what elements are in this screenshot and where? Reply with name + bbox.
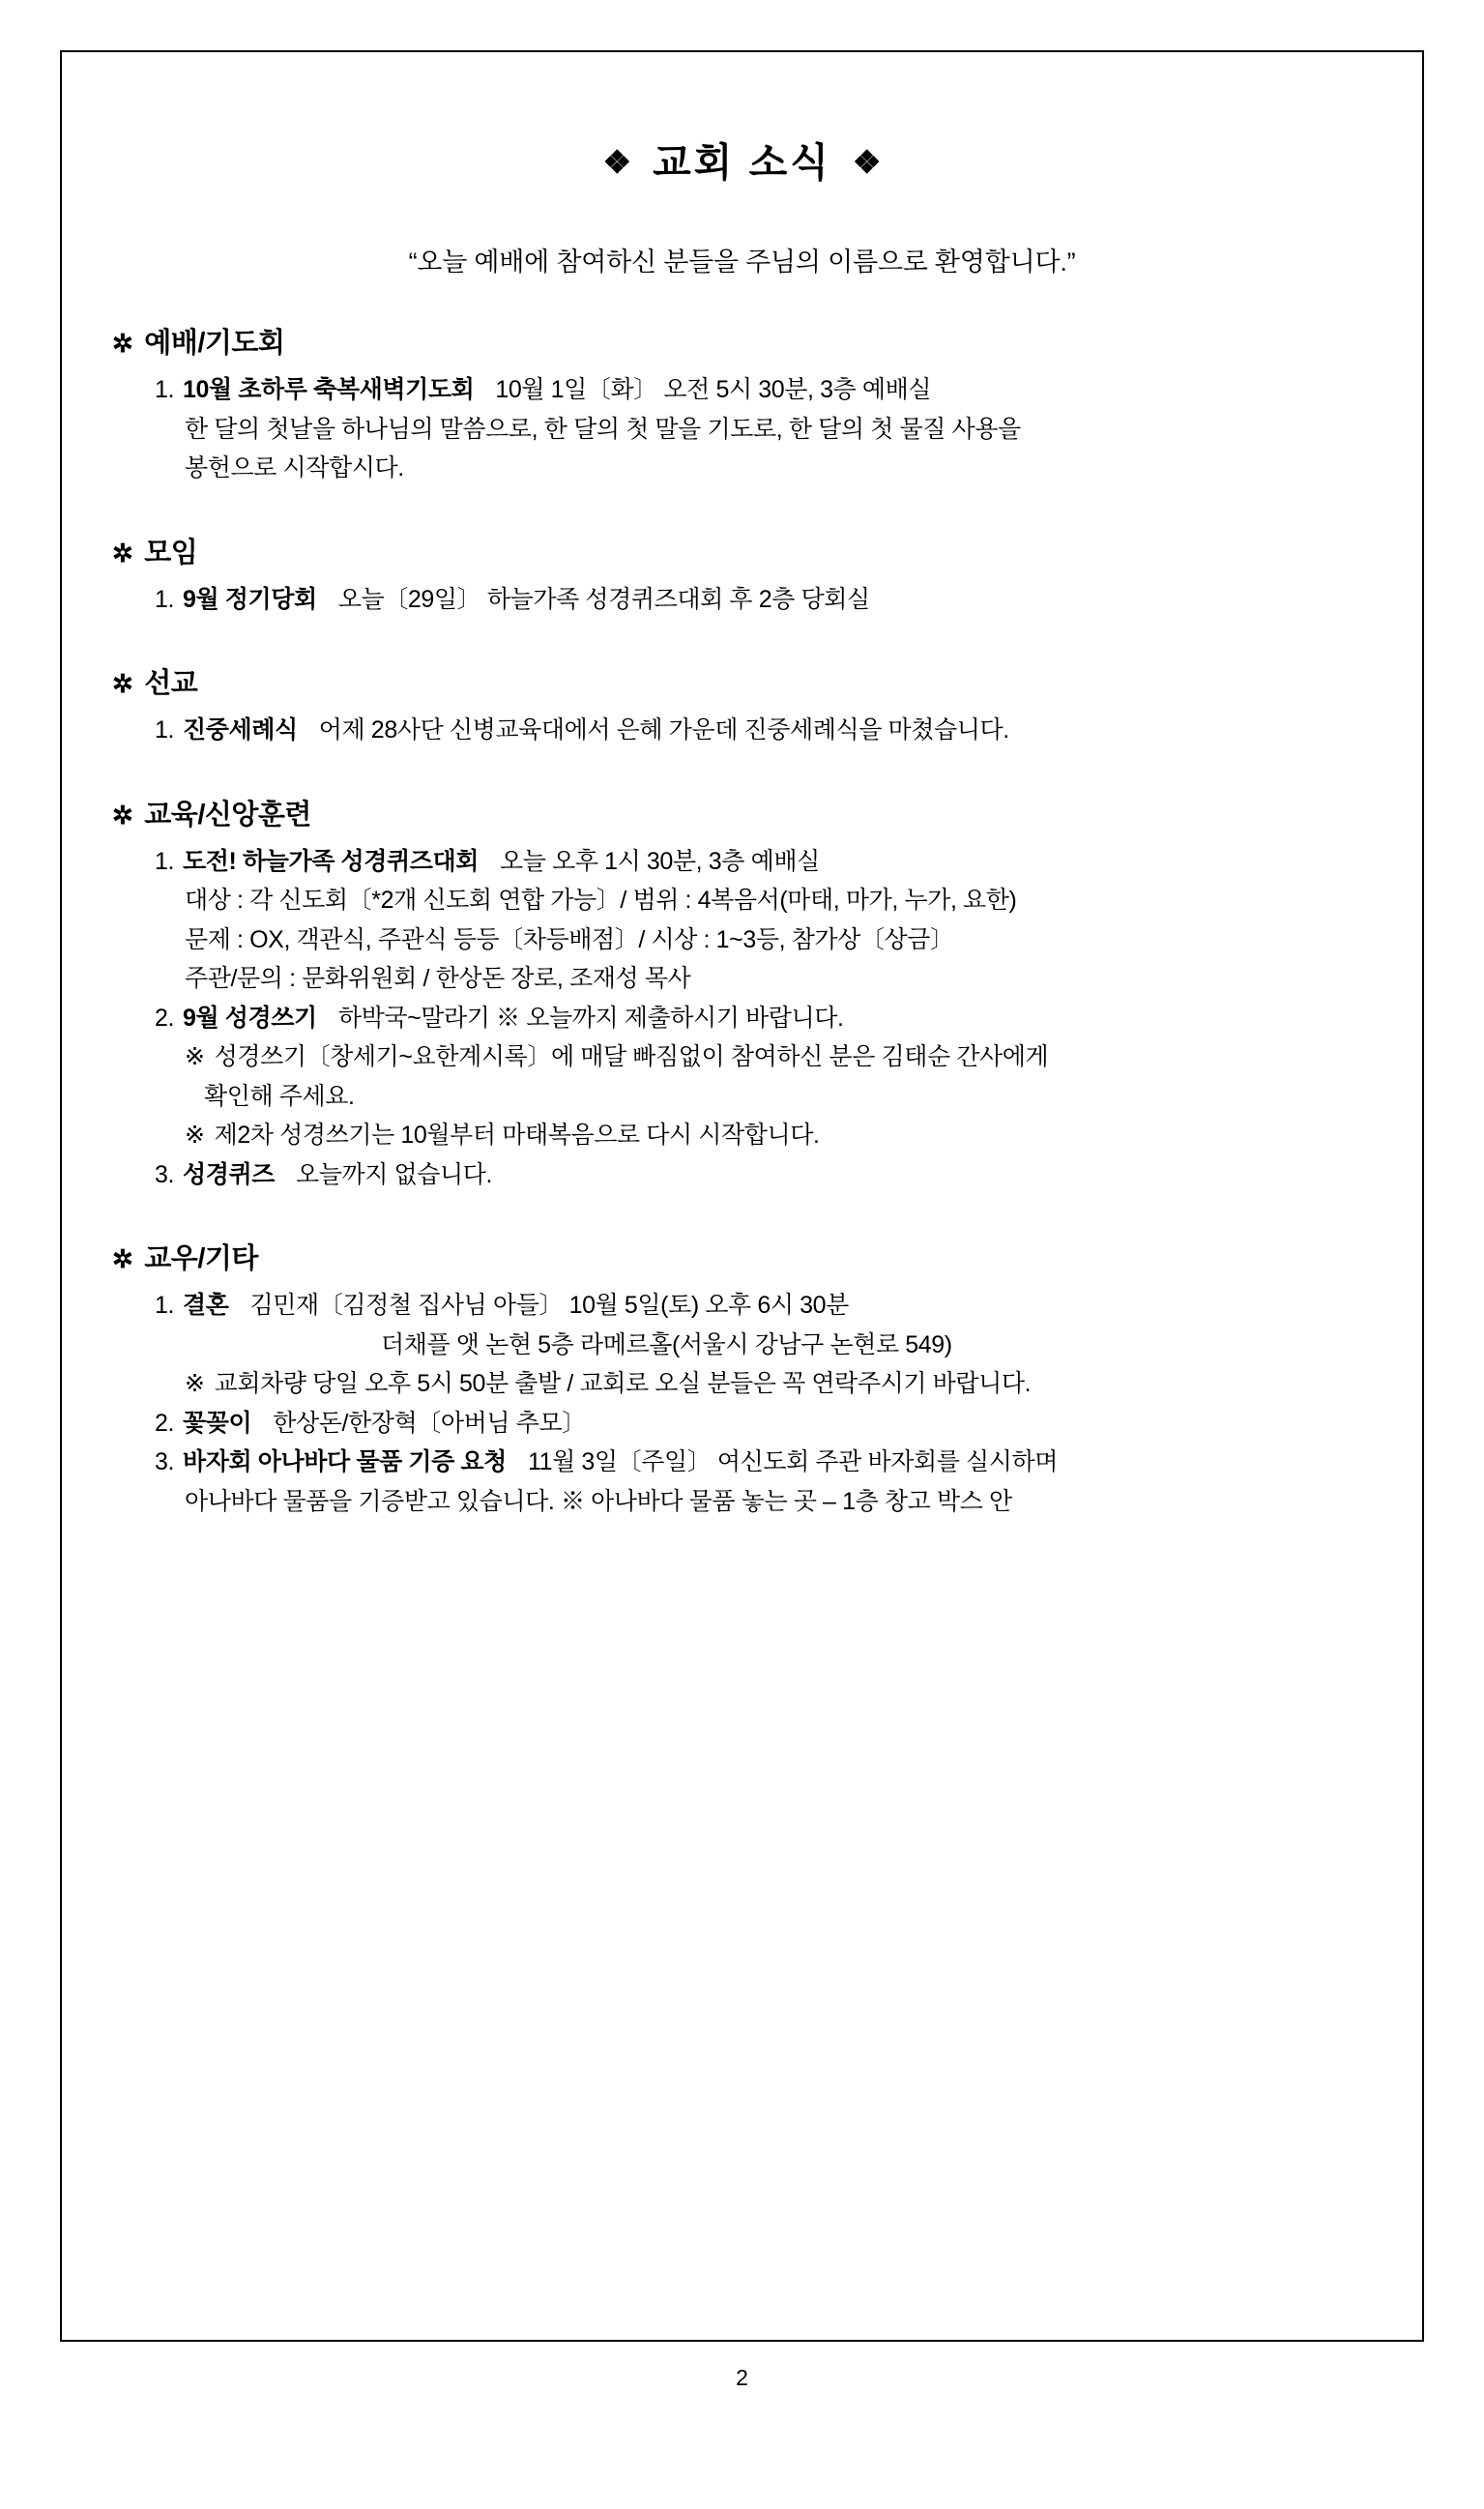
list-item-body bbox=[183, 580, 1372, 620]
list-item-detail: 오늘〔29일〕 하늘가족 성경퀴즈대회 후 2층 당회실 bbox=[337, 585, 870, 613]
list-item-body bbox=[183, 842, 1372, 882]
section-heading-label: 교우/기타 bbox=[144, 1243, 258, 1275]
list-item-detail: 오늘 오후 1시 30분, 3층 예배실 bbox=[500, 847, 820, 875]
section-mission bbox=[112, 661, 1372, 750]
list-item-body bbox=[183, 1155, 1372, 1195]
asterisk-icon: ✲ bbox=[112, 669, 133, 699]
note-text-cont: 확인해 주세요. bbox=[204, 1082, 355, 1110]
list-item-body bbox=[183, 1286, 1372, 1326]
list-item-number: 1. bbox=[154, 585, 174, 613]
note-line bbox=[185, 1364, 1372, 1404]
list-item-line: 봉헌으로 시작합시다. bbox=[185, 454, 404, 482]
diamond-left-icon: ❖ bbox=[602, 144, 632, 180]
list-item-title: 바자회 아나바다 물품 기증 요청 bbox=[183, 1448, 507, 1476]
note-mark-icon: ※ bbox=[185, 1370, 205, 1398]
list-item bbox=[141, 842, 1372, 882]
list-item-body bbox=[183, 999, 1372, 1038]
list-item-title: 도전! 하늘가족 성경퀴즈대회 bbox=[183, 847, 480, 875]
section-heading-label: 교육/신앙훈련 bbox=[144, 799, 311, 831]
list-item-body bbox=[183, 1404, 1372, 1444]
list-item bbox=[141, 1286, 1372, 1326]
list-item bbox=[141, 999, 1372, 1038]
list-item-line: 대상 : 각 신도회〔*2개 신도회 연합 가능〕/ 범위 : 4복음서(마태, 마가, 누가, 요한) bbox=[185, 887, 1017, 915]
asterisk-icon: ✲ bbox=[112, 538, 133, 568]
list-item bbox=[141, 580, 1372, 620]
section-heading-label: 예배/기도회 bbox=[144, 328, 285, 360]
list-item-title: 10월 초하루 축복새벽기도회 bbox=[183, 376, 475, 404]
list-item-line: 아나바다 물품을 기증받고 있습니다. ※ 아나바다 물품 놓는 곳 – 1층 창고 박스 안 bbox=[185, 1487, 1012, 1515]
section-heading bbox=[112, 321, 1372, 361]
list-item-line: 문제 : OX, 객관식, 주관식 등등〔차등배점〕/ 시상 : 1~3등, 참가상〔상금〕 bbox=[185, 925, 954, 953]
list-item-number: 1. bbox=[154, 1292, 174, 1320]
list-item-number: 1. bbox=[154, 847, 174, 875]
welcome-message: “오늘 예배에 참여하신 분들을 주님의 이름으로 환영합니다.” bbox=[408, 248, 1076, 277]
note-text: 제2차 성경쓰기는 10월부터 마태복음으로 다시 시작합니다. bbox=[214, 1122, 820, 1150]
list-item bbox=[141, 1404, 1372, 1444]
list-item-number: 3. bbox=[154, 1448, 174, 1476]
note-mark-icon: ※ bbox=[185, 1043, 205, 1071]
section-heading bbox=[112, 661, 1372, 701]
list-item-detail: 오늘까지 없습니다. bbox=[296, 1160, 493, 1188]
list-item bbox=[141, 711, 1372, 750]
list-item-detail: 11월 3일〔주일〕 여신도회 주관 바자회를 실시하며 bbox=[527, 1448, 1059, 1476]
section-meeting bbox=[112, 531, 1372, 620]
list-item-line: 주관/문의 : 문화위원회 / 한상돈 장로, 조재성 목사 bbox=[185, 965, 691, 993]
list-item-title: 성경퀴즈 bbox=[183, 1160, 276, 1188]
section-heading bbox=[112, 531, 1372, 570]
list-item-number: 3. bbox=[154, 1160, 174, 1188]
asterisk-icon: ✲ bbox=[112, 800, 133, 830]
section-worship-prayer bbox=[112, 321, 1372, 488]
note-text: 성경쓰기〔창세기~요한계시록〕에 매달 빠짐없이 참여하신 분은 김태순 간사에게 bbox=[214, 1043, 1049, 1071]
list-item-body bbox=[183, 1443, 1372, 1482]
page-title bbox=[112, 139, 1372, 187]
list-item-line: 더채플 앳 논현 5층 라메르홀(서울시 강남구 논현로 549) bbox=[381, 1330, 952, 1358]
section-heading bbox=[112, 1237, 1372, 1276]
list-item-title: 결혼 bbox=[183, 1292, 229, 1320]
list-item-detail: 한상돈/한장혁〔아버님 추모〕 bbox=[273, 1409, 586, 1437]
note-line bbox=[185, 1037, 1372, 1077]
diamond-right-icon: ❖ bbox=[852, 144, 882, 180]
list-item-title: 꽃꽂이 bbox=[183, 1409, 252, 1437]
list-item bbox=[141, 1155, 1372, 1195]
note-mark-icon: ※ bbox=[185, 1122, 205, 1150]
page-title-text: 교회 소식 bbox=[653, 140, 831, 185]
section-members-other bbox=[112, 1237, 1372, 1521]
note-text: 교회차량 당일 오후 5시 50분 출발 / 교회로 오실 분들은 꼭 연락주시기 바랍니다. bbox=[214, 1370, 1032, 1398]
list-item-title: 9월 성경쓰기 bbox=[183, 1004, 317, 1032]
list-item-title: 9월 정기당회 bbox=[183, 585, 317, 613]
section-heading-label: 선교 bbox=[144, 668, 198, 700]
list-item-body bbox=[183, 711, 1372, 750]
list-item-detail: 10월 1일〔화〕 오전 5시 30분, 3층 예배실 bbox=[495, 376, 932, 404]
section-education-training bbox=[112, 793, 1372, 1195]
list-item-detail: 김민재〔김정철 집사님 아들〕 10월 5일(토) 오후 6시 30분 bbox=[249, 1292, 849, 1320]
list-item bbox=[141, 1443, 1372, 1482]
list-item bbox=[141, 370, 1372, 410]
list-item-number: 2. bbox=[154, 1004, 174, 1032]
list-item-detail: 하박국~말라기 ※ 오늘까지 제출하시기 바랍니다. bbox=[337, 1004, 844, 1032]
list-item-detail: 어제 28사단 신병교육대에서 은혜 가운데 진중세례식을 마쳤습니다. bbox=[318, 716, 1009, 744]
section-heading-label: 모임 bbox=[144, 537, 198, 569]
list-item-body bbox=[183, 370, 1372, 410]
list-item-line: 한 달의 첫날을 하나님의 말씀으로, 한 달의 첫 말을 기도로, 한 달의 첫 물질 사용을 bbox=[185, 415, 1021, 443]
bulletin-frame bbox=[60, 50, 1424, 2342]
list-item-number: 1. bbox=[154, 716, 174, 744]
page-number: 2 bbox=[736, 2365, 748, 2390]
list-item-title: 진중세례식 bbox=[183, 716, 298, 744]
list-item-number: 2. bbox=[154, 1409, 174, 1437]
asterisk-icon: ✲ bbox=[112, 1244, 133, 1274]
list-item-number: 1. bbox=[154, 376, 174, 404]
section-heading bbox=[112, 793, 1372, 832]
asterisk-icon: ✲ bbox=[112, 329, 133, 359]
note-line bbox=[185, 1116, 1372, 1155]
